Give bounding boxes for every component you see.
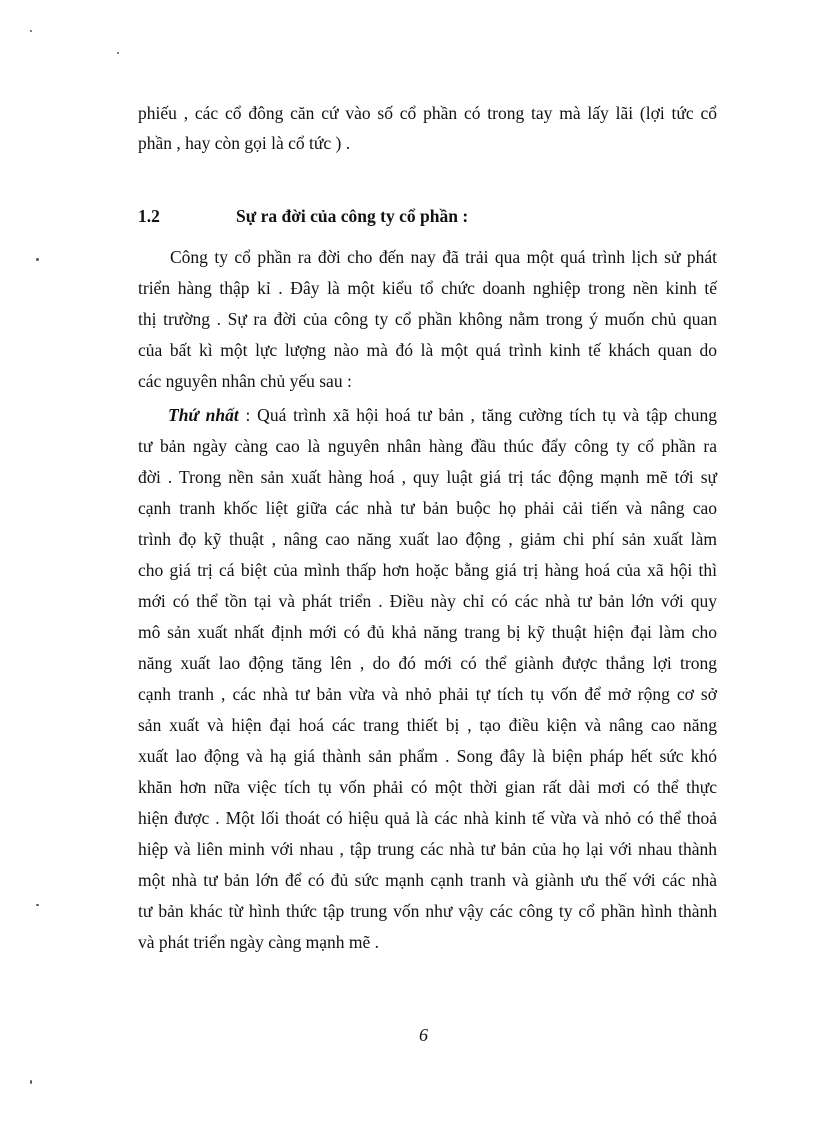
paragraph-line: [168, 405, 717, 425]
paragraph-line: hiện được . Một lối thoát có hiệu quả là các nhà kinh tế vừa và nhỏ có thể thoả: [138, 808, 717, 828]
paragraph-line: đời . Trong nền sản xuất hàng hoá , quy luật giá trị tác động mạnh mẽ tới sự: [138, 467, 717, 487]
paragraph-line: hiệp và liên minh với nhau , tập trung các nhà tư bản của họ lại với nhau thành: [138, 839, 717, 859]
paragraph-line: khăn hơn nữa việc tích tụ vốn phải có một thời gian rất dài mơi có thể thực: [138, 777, 717, 797]
paragraph-line: một nhà tư bản lớn để có đủ sức mạnh cạnh tranh và giành ưu thế với các nhà: [138, 870, 717, 890]
paragraph-line: của bất kì một lực lượng nào mà đó là một quá trình kinh tế khách quan do: [138, 340, 717, 360]
paragraph-line: cạnh tranh , các nhà tư bản vừa và nhỏ phải tự tích tụ vốn để mở rộng cơ sở: [138, 684, 717, 704]
intro-line: phần , hay còn gọi là cổ tức ) .: [138, 133, 351, 153]
paragraph-line: trình đọ kỹ thuật , nâng cao năng xuất lao động , giảm chi phí sản xuất làm: [138, 529, 717, 549]
paragraph-line: mới có thể tồn tại và phát triển . Điều này chỉ có các nhà tư bản lớn với quy: [138, 591, 717, 611]
scan-speck: [36, 258, 39, 261]
scan-speck: [30, 30, 32, 32]
scan-speck: [36, 904, 39, 906]
paragraph-line: cạnh tranh khốc liệt giữa các nhà tư bản buộc họ phải cải tiến và nâng cao: [138, 498, 717, 518]
paragraph-line: Công ty cổ phần ra đời cho đến nay đã trải qua một quá trình lịch sử phát: [170, 247, 717, 267]
page-number: 6: [419, 1025, 428, 1045]
paragraph-line: cho giá trị cá biệt của mình thấp hơn hoặc bằng giá trị hàng hoá của xã hội thì: [138, 560, 717, 580]
paragraph-line: và phát triển ngày càng mạnh mẽ .: [138, 932, 380, 952]
paragraph-line: tư bản khác từ hình thức tập trung vốn như vậy các công ty cổ phần hình thành: [138, 901, 717, 921]
section-number: 1.2: [138, 206, 160, 226]
paragraph-lead-rest: : Quá trình xã hội hoá tư bản , tăng cường tích tụ và tập chung: [238, 405, 718, 425]
paragraph-lead: Thứ nhất: [168, 405, 239, 425]
paragraph-line: xuất lao động và hạ giá thành sản phẩm . Song đây là biện pháp hết sức khó: [138, 746, 717, 766]
paragraph-line: triển hàng thập kỉ . Đây là một kiểu tổ chức doanh nghiệp trong nền kinh tế: [138, 278, 717, 298]
paragraph-line: sản xuất và hiện đại hoá các trang thiết bị , tạo điều kiện và nâng cao năng: [138, 715, 717, 735]
scan-speck: [117, 52, 119, 54]
paragraph-line: tư bản ngày càng cao là nguyên nhân hàng đầu thúc đẩy công ty cổ phần ra: [138, 436, 717, 456]
paragraph-line: mô sản xuất nhất định mới có đủ khả năng trang bị kỹ thuật hiện đại làm cho: [138, 622, 717, 642]
section-title: Sự ra đời của công ty cổ phần :: [236, 206, 469, 226]
paragraph-line: năng xuất lao động tăng lên , do đó mới có thể giành được thắng lợi trong: [138, 653, 717, 673]
scan-speck: [30, 1080, 32, 1084]
paragraph-line: các nguyên nhân chủ yếu sau :: [138, 371, 352, 391]
intro-line: phiếu , các cổ đông căn cứ vào số cổ phần có trong tay mà lấy lãi (lợi tức cổ: [138, 103, 717, 123]
paragraph-line: thị trường . Sự ra đời của công ty cổ phần không nằm trong ý muốn chủ quan: [138, 309, 717, 329]
